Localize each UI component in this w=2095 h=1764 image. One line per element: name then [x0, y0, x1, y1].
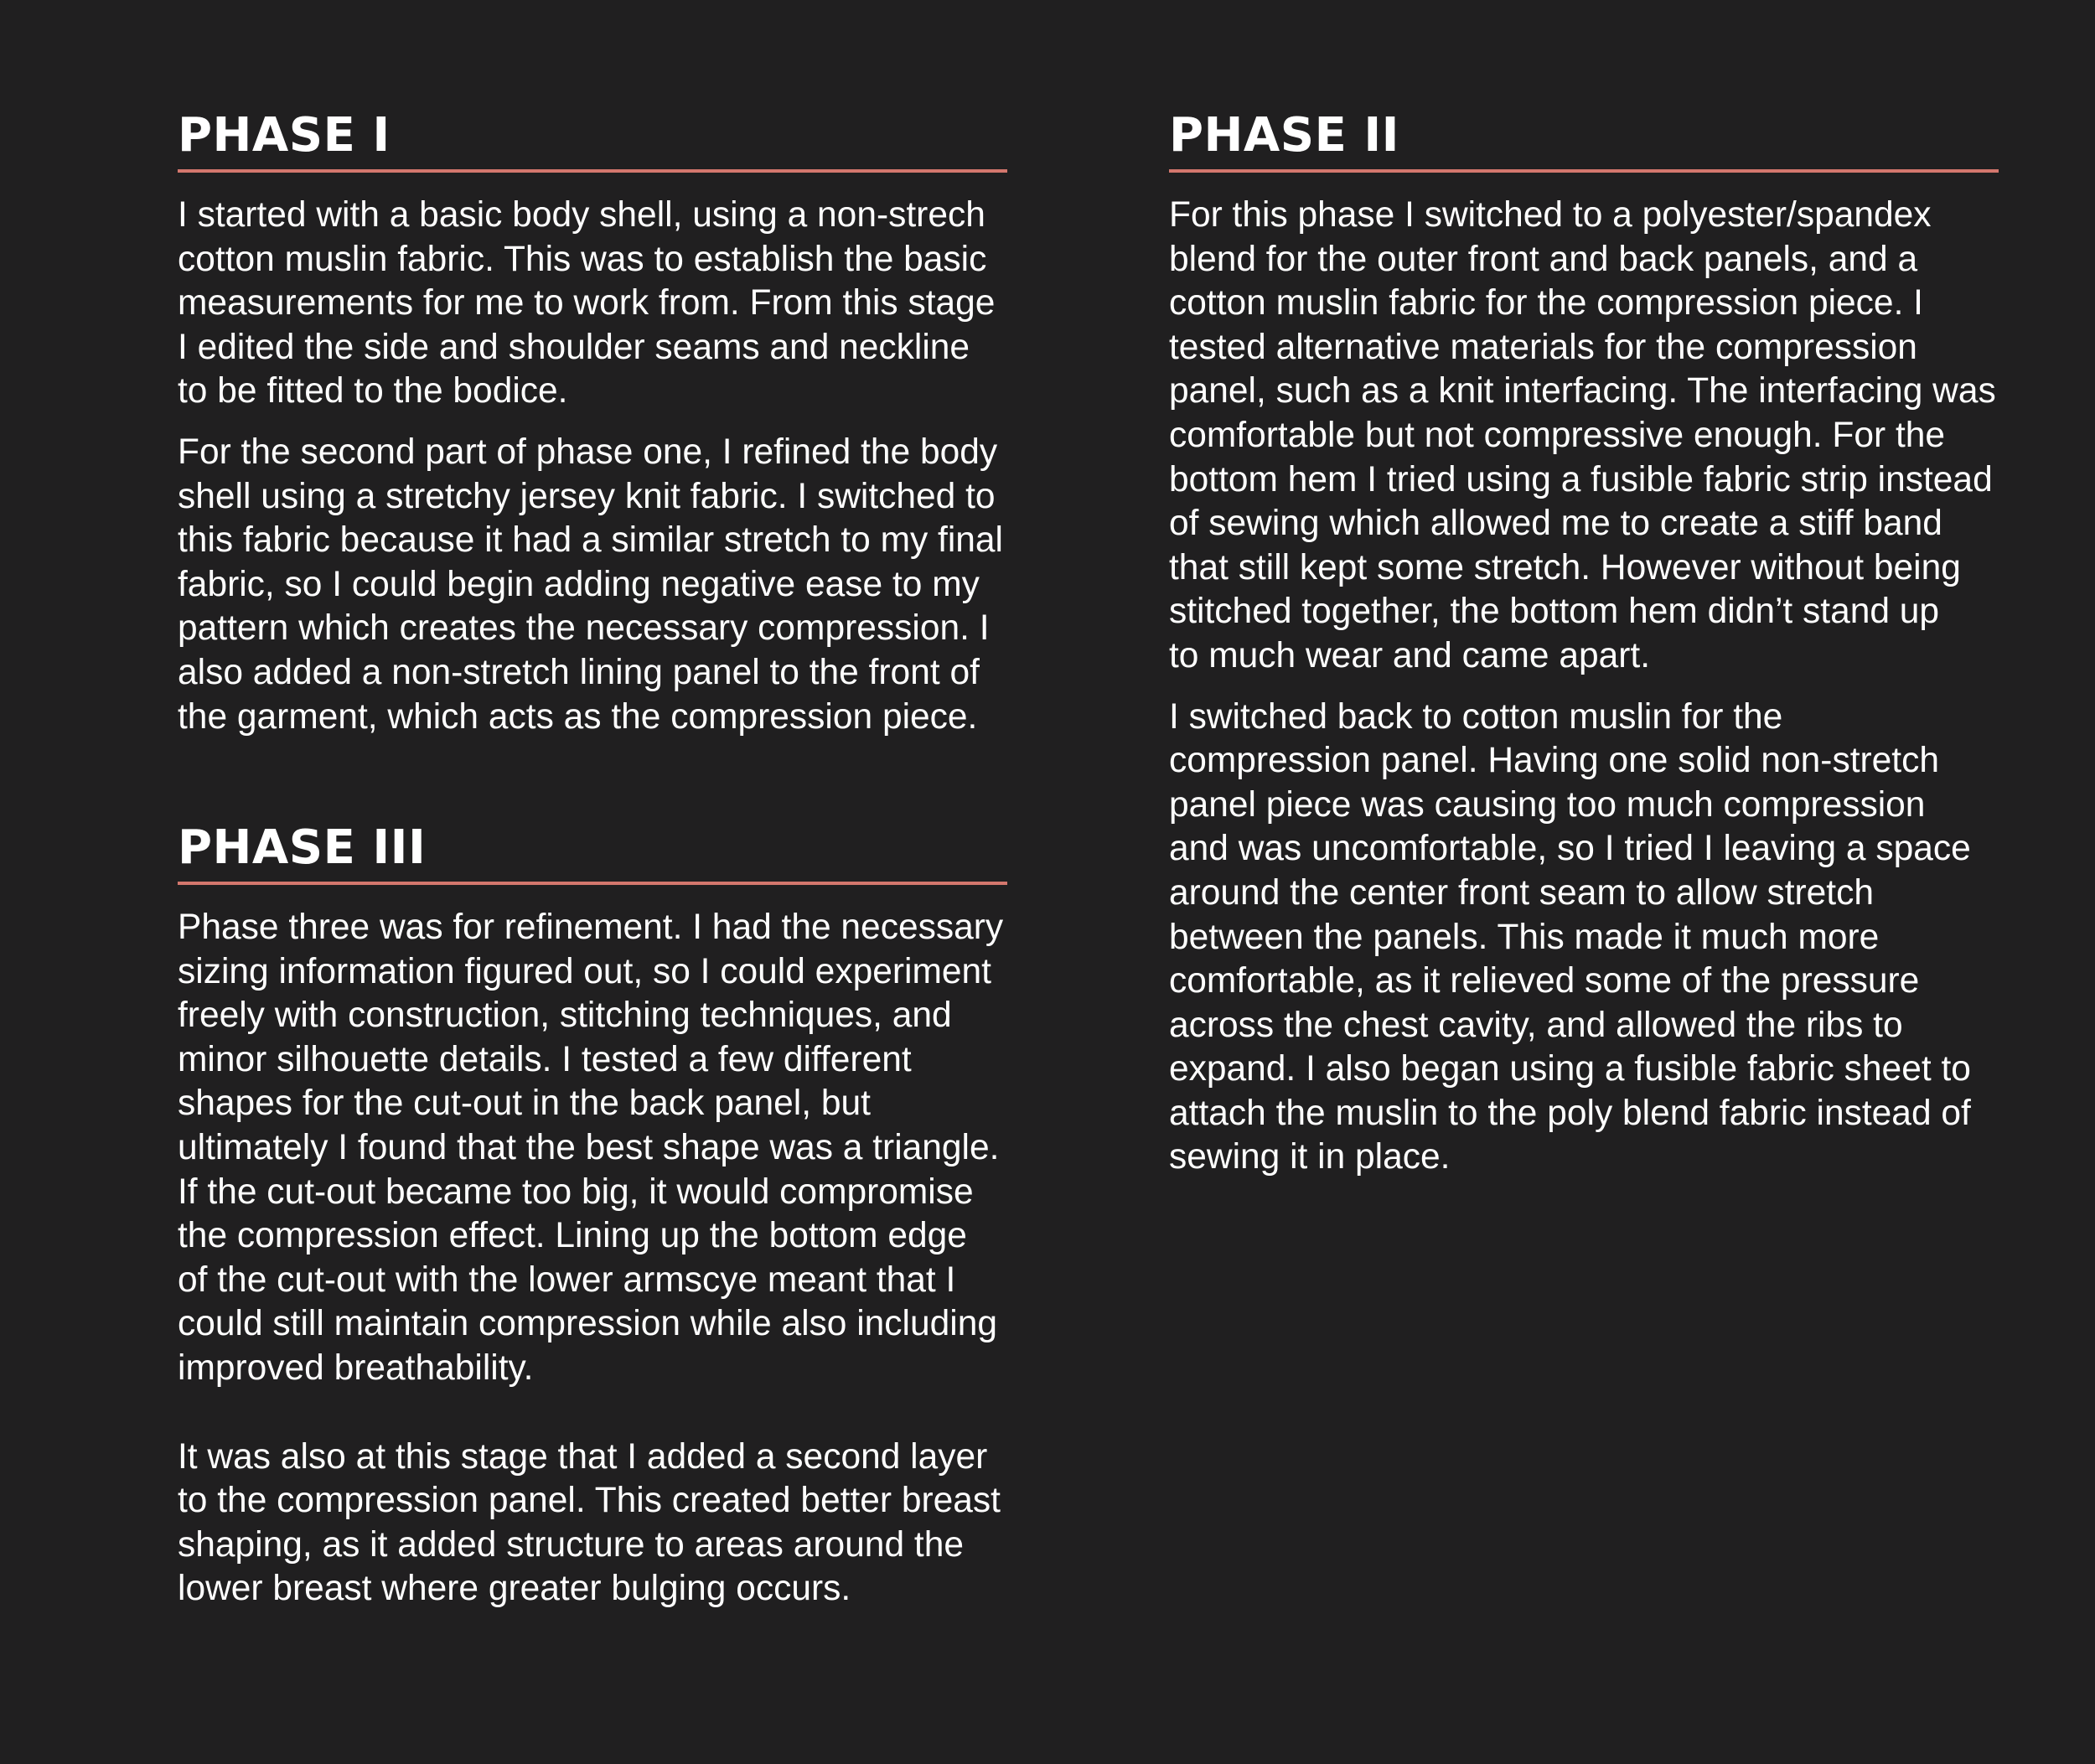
phase-1-title: PHASE I — [178, 108, 391, 163]
phase-1-paragraph-1: I started with a basic body shell, using a non-strech cotton muslin fabric. This was to establish the basic measurements for me to work from. From this stage I edited the side and shoulder seams and neckline to be fitted to the bodice. — [178, 195, 996, 411]
phase-1-paragraph-2: For the second part of phase one, I refined the body shell using a stretchy jersey knit fabric. I switched to this fabric because it had a similar stretch to my final fabric, so I could begin adding negative ease to my pattern which creates the necessary compression. I also added a non-stretch lining panel to the front of the garment, which acts as the compression piece. — [178, 432, 1003, 737]
phase-3-divider — [178, 882, 1007, 885]
phase-2-section — [1169, 102, 1999, 1197]
phase-1-divider — [178, 169, 1007, 173]
phase-3-paragraph-1: Phase three was for refinement. I had the necessary sizing information figured out, so I could experiment freely with construction, stitching techniques, and minor silhouette details. I tested a few different shapes for the cut-out in the back panel, but ultimately I found that the best shape was a triangle. If the cut-out became too big, it would compromise the compression effect. Lining up the bottom edge of the cut-out with the lower armscye meant that I could still maintain compression while also including improved breathability. — [178, 908, 1004, 1388]
phase-3-title: PHASE III — [178, 820, 427, 875]
phase-2-paragraph-1: For this phase I switched to a polyester/spandex blend for the outer front and back panels, and a cotton muslin fabric for the compression piece. I tested alternative materials for the compression panel, such as a knit interfacing. The interfacing was comfortable but not compressive enough. For the bottom hem I tried using a fusible fabric strip instead of sewing which allowed me to create a stiff band that still kept some stretch. However without being stitched together, the bottom hem didn’t stand up to much wear and came apart. — [1169, 195, 1996, 675]
phase-1-section — [178, 102, 1007, 756]
phase-2-paragraph-2: I switched back to cotton muslin for the compression panel. Having one solid non-stretch panel piece was causing too much compression and was uncomfortable, so I tried I leaving a space around the center front seam to allow stretch between the panels. This made it much more comfortable, as it relieved some of the pressure across the chest cavity, and allowed the ribs to expand. I also began using a fusible fabric sheet to attach the muslin to the poly blend fabric instead of sewing it in place. — [1169, 696, 1971, 1177]
phase-3-paragraph-2: It was also at this stage that I added a second layer to the compression panel. This created better breast shaping, as it added structure to areas around the lower breast where greater bulging occurs. — [178, 1436, 1001, 1609]
phase-3-section — [178, 815, 1007, 1628]
phase-2-title: PHASE II — [1169, 108, 1400, 163]
phase-2-divider — [1169, 169, 1999, 173]
